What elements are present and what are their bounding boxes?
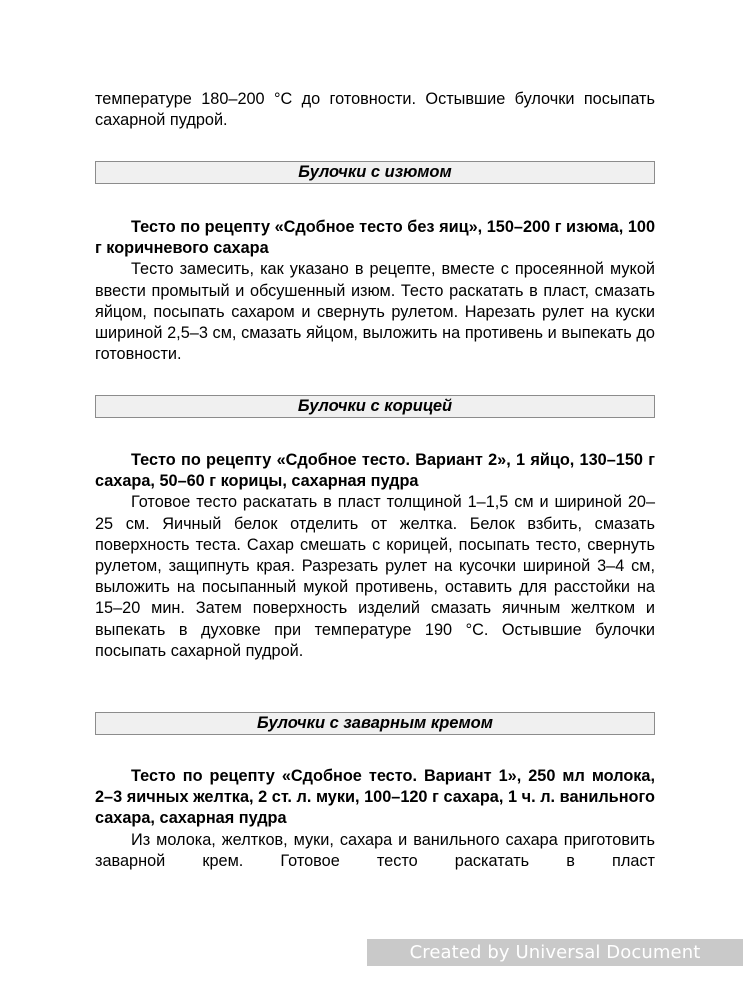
section-heading-raisin-buns: Булочки с изюмом bbox=[95, 161, 655, 184]
ingredients-paragraph: Тесто по рецепту «Сдобное тесто без яиц», 150–200 г изюма, 100 г коричневого сахара bbox=[95, 218, 655, 258]
instructions-paragraph: Из молока, желтков, муки, сахара и ванильного сахара приготовить заварной крем. Готовое тесто раскатать в пласт bbox=[95, 830, 655, 870]
intro-block bbox=[95, 89, 655, 131]
ingredients-paragraph: Тесто по рецепту «Сдобное тесто. Вариант 1», 250 мл молока, 2–3 яичных желтка, 2 ст. л. муки, 100–120 г сахара, 1 ч. л. ванильного сахара, сахарная пудра bbox=[95, 767, 655, 828]
ingredients-paragraph: Тесто по рецепту «Сдобное тесто. Вариант 2», 1 яйцо, 130–150 г сахара, 50–60 г корицы, сахарная пудра bbox=[95, 451, 655, 491]
section-cinnamon-buns bbox=[95, 450, 655, 662]
section-raisin-buns bbox=[95, 217, 655, 365]
instructions-paragraph: Готовое тесто раскатать в пласт толщиной 1–1,5 см и шириной 20–25 см. Яичный белок отделить от желтка. Белок взбить, смазать поверхность теста. Сахар смешать с корицей, посыпать тесто, свернуть рулетом, защипнуть края. Разрезать рулет на кусочки шириной 3–4 см, выложить на посыпанный мукой противень, оставить для расстойки на 15–20 мин. Затем поверхность изделий смазать яичным желтком и выпекать в духовке при температуре 190 °С. Остывшие булочки посыпать сахарной пудрой. bbox=[95, 493, 655, 660]
section-heading-custard-buns: Булочки с заварным кремом bbox=[95, 712, 655, 735]
instructions-paragraph: Тесто замесить, как указано в рецепте, вместе с просеянной мукой ввести промытый и обсушенный изюм. Тесто раскатать в пласт, смазать яйцом, посыпать сахаром и свернуть рулетом. Нарезать рулет на куски шириной 2,5–3 см, смазать яйцом, выложить на противень и выпекать до готовности. bbox=[95, 260, 655, 364]
converter-watermark: Created by Universal Document Converter bbox=[367, 939, 743, 966]
section-heading-cinnamon-buns: Булочки с корицей bbox=[95, 395, 655, 418]
intro-paragraph: температуре 180–200 °С до готовности. Остывшие булочки посыпать сахарной пудрой. bbox=[95, 90, 655, 130]
section-custard-buns bbox=[95, 766, 655, 872]
